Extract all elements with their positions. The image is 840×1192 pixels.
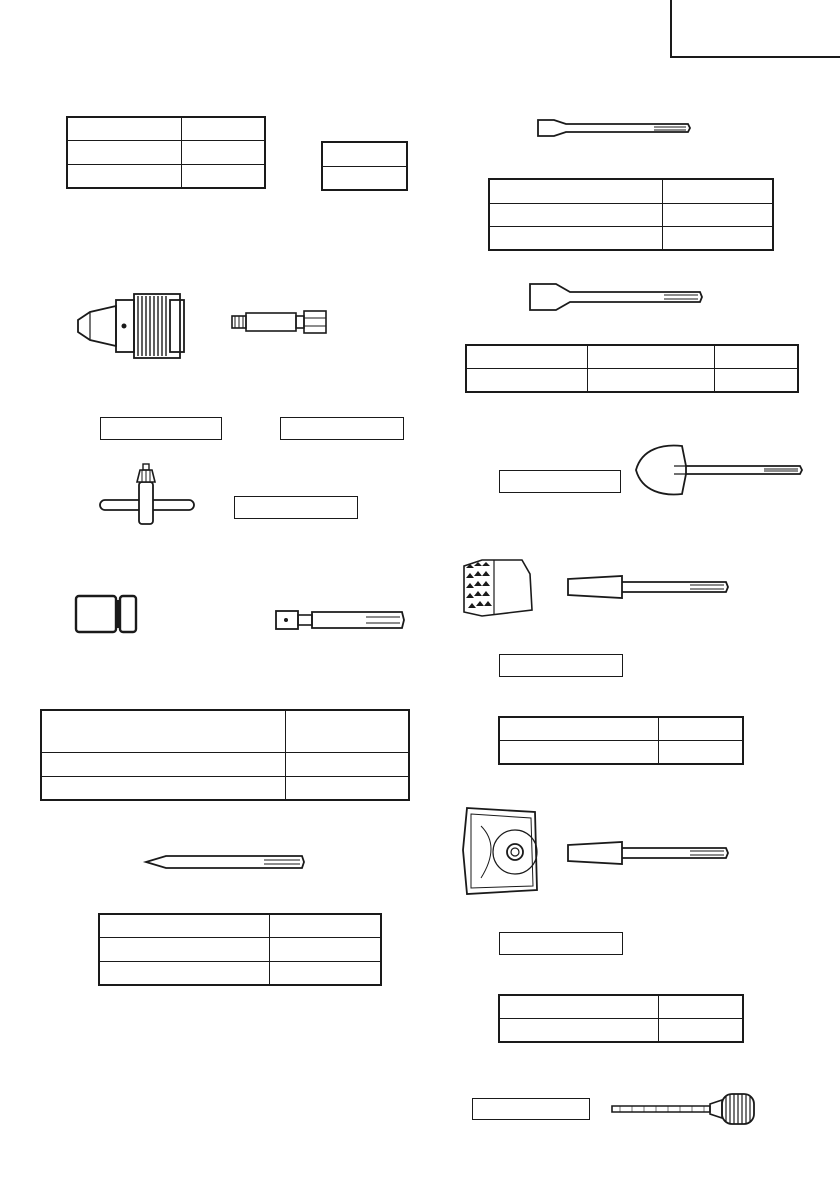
spec-table-3 xyxy=(40,709,410,801)
table-cell xyxy=(286,710,410,752)
spec-table-7 xyxy=(498,716,744,765)
spec-table-6 xyxy=(465,344,799,393)
table-cell xyxy=(659,740,744,764)
table-cell xyxy=(270,914,382,937)
table-cell xyxy=(663,226,774,250)
table-cell xyxy=(659,995,744,1018)
bull-point-icon xyxy=(144,852,306,872)
table-cell xyxy=(322,166,407,190)
spec-table-8 xyxy=(498,994,744,1043)
table-cell xyxy=(489,226,663,250)
table-cell xyxy=(67,117,182,140)
bushing-tool-head-icon xyxy=(462,558,534,620)
table-cell xyxy=(588,345,715,368)
table-cell xyxy=(41,776,286,800)
label-box-4 xyxy=(499,470,621,493)
chuck-key-icon xyxy=(98,462,196,526)
chuck-adapter-icon xyxy=(230,308,330,336)
table-cell xyxy=(489,179,663,203)
table-cell xyxy=(715,368,799,392)
table-cell xyxy=(499,1018,659,1042)
table-cell xyxy=(270,937,382,961)
scoop-chisel-icon xyxy=(528,282,704,312)
table-cell xyxy=(663,179,774,203)
table-cell xyxy=(182,164,266,188)
table-cell xyxy=(663,203,774,226)
adapter-sleeve-icon xyxy=(74,594,138,634)
table-cell xyxy=(41,752,286,776)
label-box-2 xyxy=(280,417,404,440)
tamper-plate-icon xyxy=(461,806,539,896)
drill-chuck-icon xyxy=(74,290,186,362)
table-cell xyxy=(286,776,410,800)
table-cell xyxy=(286,752,410,776)
cold-chisel-icon xyxy=(536,118,692,138)
shank-adapter-icon xyxy=(274,608,406,632)
table-cell xyxy=(99,914,270,937)
tool-shank-icon xyxy=(566,574,732,600)
table-cell xyxy=(499,740,659,764)
table-cell xyxy=(270,961,382,985)
table-cell xyxy=(99,937,270,961)
table-cell xyxy=(499,717,659,740)
page-tab xyxy=(670,0,840,58)
table-cell xyxy=(182,140,266,164)
table-cell xyxy=(659,1018,744,1042)
table-cell xyxy=(659,717,744,740)
core-bit-icon xyxy=(610,1090,758,1128)
spec-table-4 xyxy=(98,913,382,986)
table-cell xyxy=(322,142,407,166)
table-cell xyxy=(466,345,588,368)
table-cell xyxy=(588,368,715,392)
label-box-5 xyxy=(499,654,623,677)
table-cell xyxy=(99,961,270,985)
spec-table-1 xyxy=(66,116,266,189)
label-box-1 xyxy=(100,417,222,440)
table-cell xyxy=(41,710,286,752)
table-cell xyxy=(67,164,182,188)
label-box-6 xyxy=(499,932,623,955)
label-box-7 xyxy=(472,1098,590,1120)
table-cell xyxy=(466,368,588,392)
table-cell xyxy=(67,140,182,164)
table-cell xyxy=(499,995,659,1018)
spec-table-2 xyxy=(321,141,408,191)
table-cell xyxy=(489,203,663,226)
table-cell xyxy=(715,345,799,368)
label-box-3 xyxy=(234,496,358,519)
clay-spade-icon xyxy=(634,442,804,498)
tamper-shank-icon xyxy=(566,840,732,866)
spec-table-5 xyxy=(488,178,774,251)
table-cell xyxy=(182,117,266,140)
